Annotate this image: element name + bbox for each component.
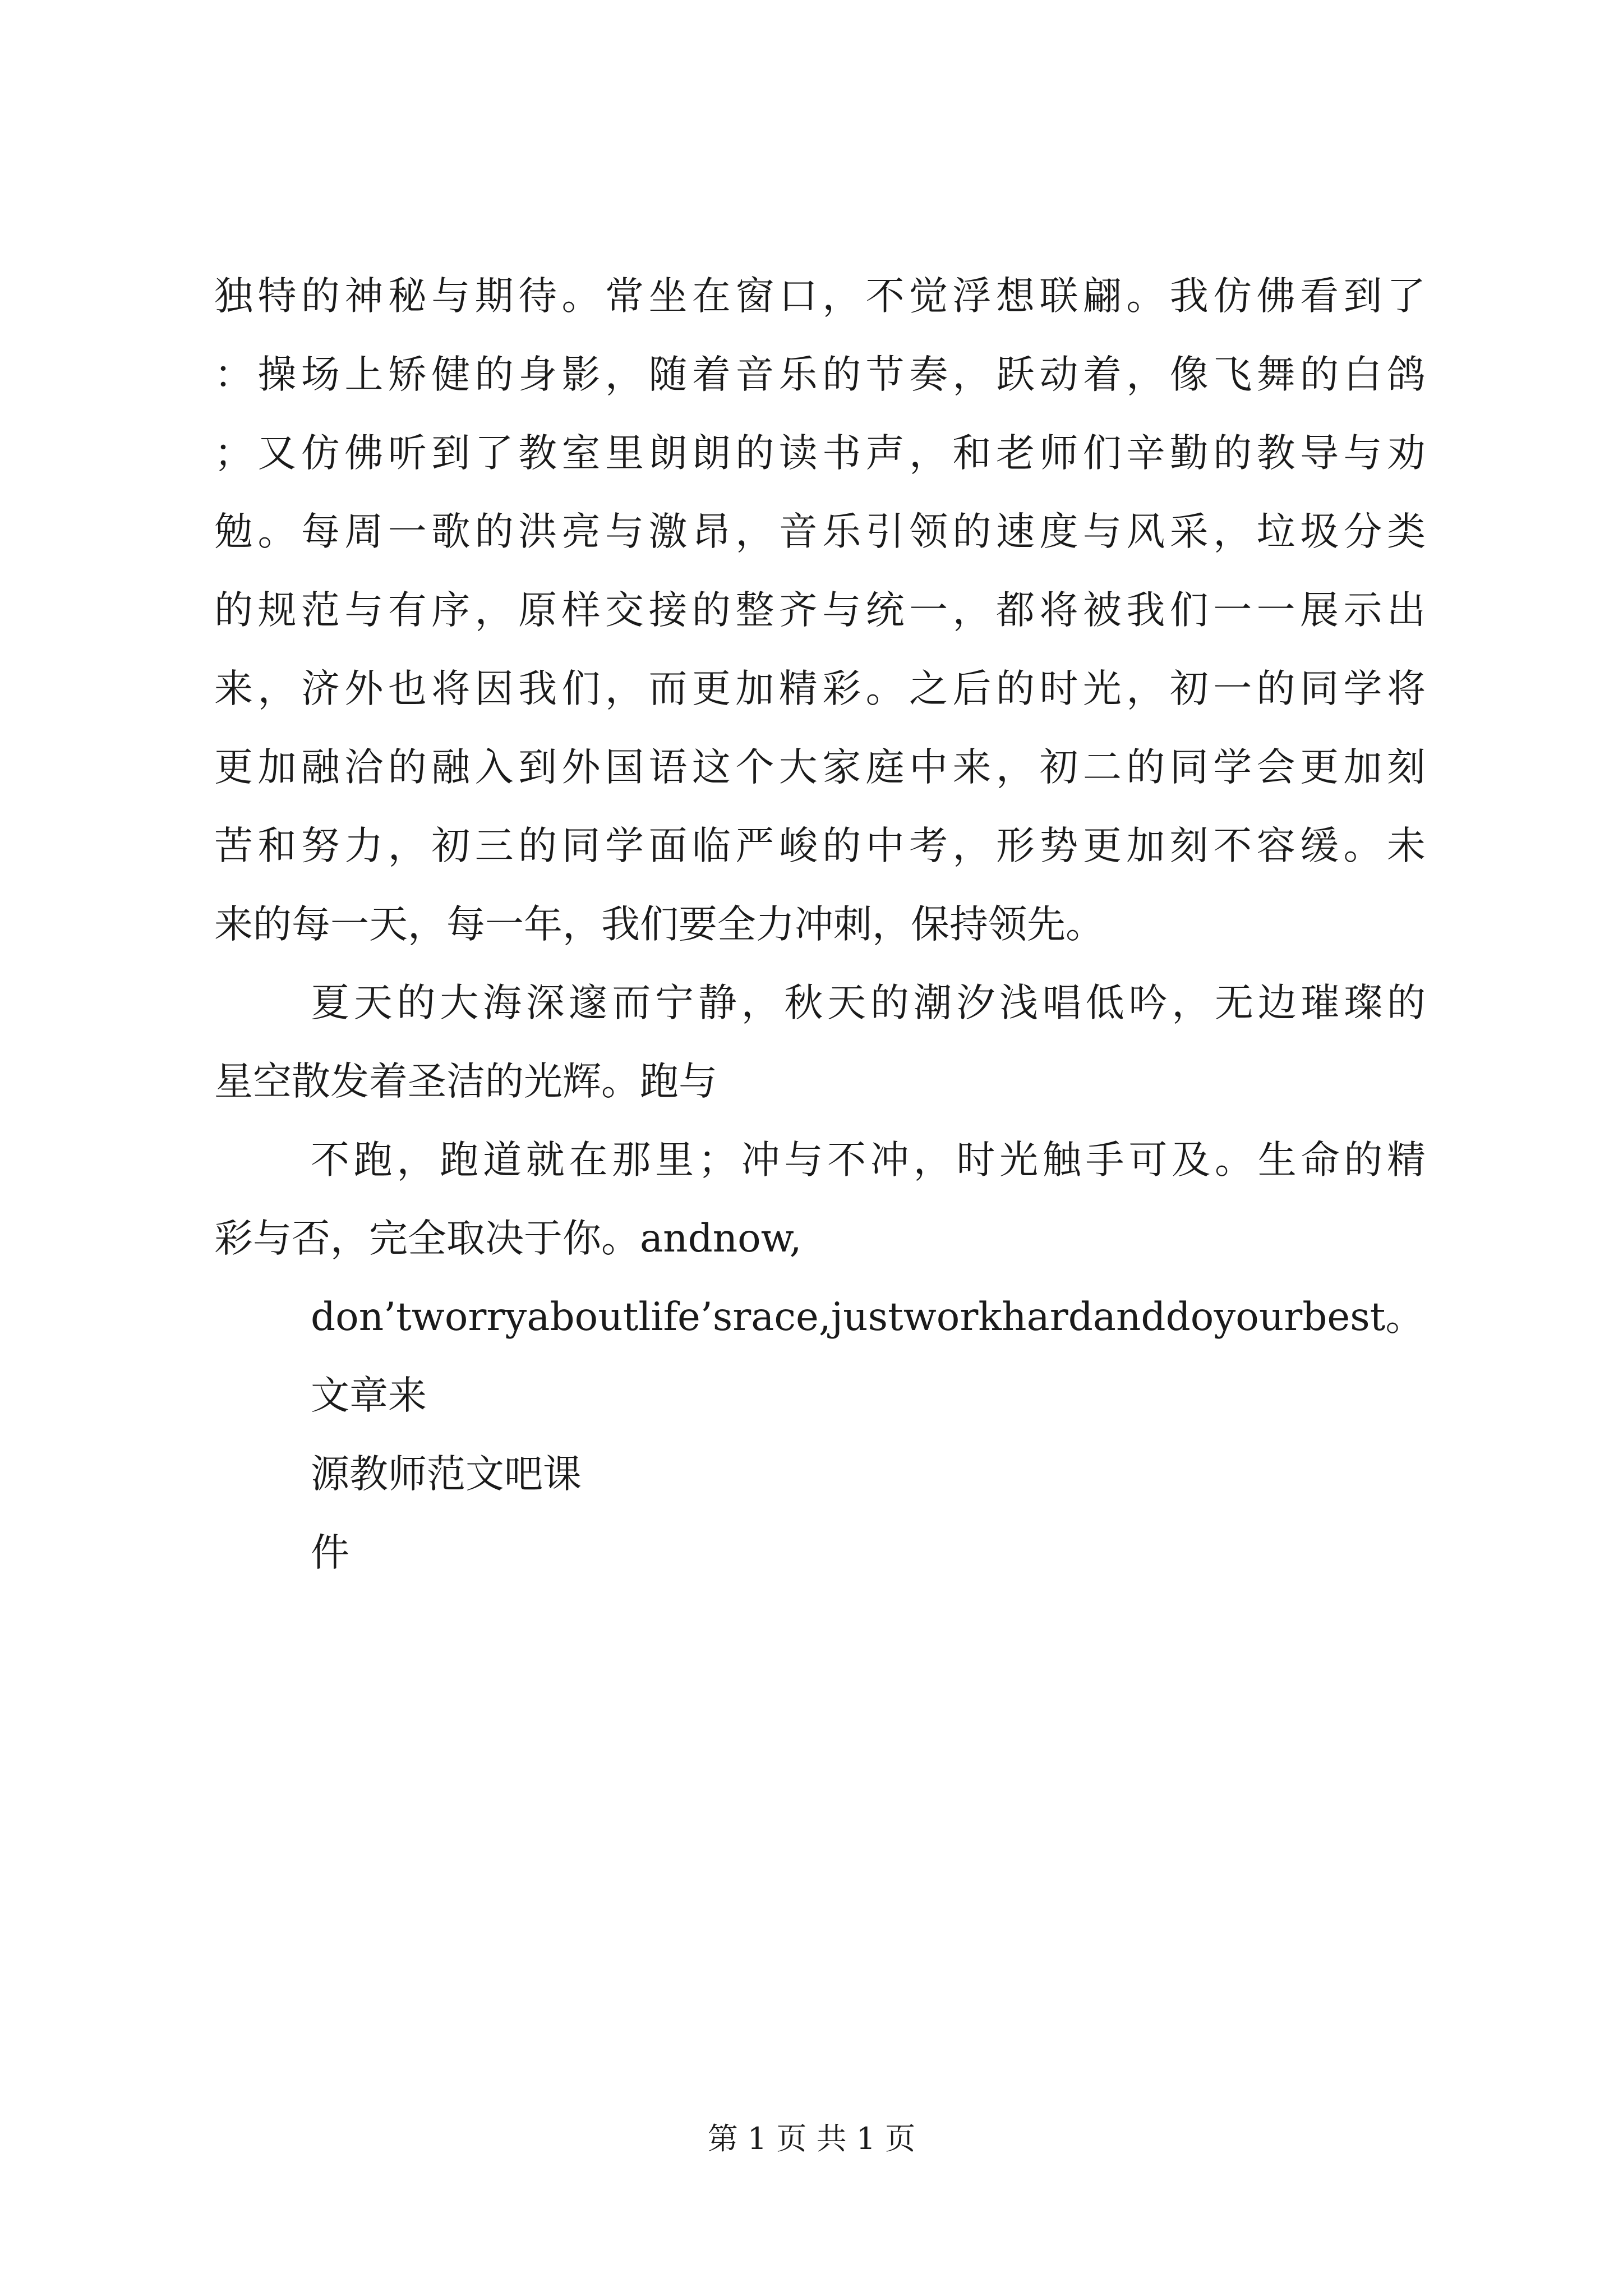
paragraph-1-line: 勉。每周一歌的洪亮与激昂，音乐引领的速度与风采，垃圾分类 bbox=[214, 509, 1426, 554]
paragraph-1-line: 苦和努力，初三的同学面临严峻的中考，形势更加刻不容缓。未 bbox=[214, 823, 1426, 868]
paragraph-1-line: 的规范与有序，原样交接的整齐与统一，都将被我们一一展示出 bbox=[214, 588, 1426, 633]
paragraph-1-line: 来，济外也将因我们，而更加精彩。之后的时光，初一的同学将 bbox=[214, 666, 1426, 711]
paragraph-4-line: don’tworryaboutlife’srace,justworkhardanddoyourbest。 bbox=[311, 1295, 1424, 1340]
paragraph-1-line: ：操场上矫健的身影，随着音乐的节奏，跃动着，像飞舞的白鸽 bbox=[214, 352, 1426, 397]
paragraph-7-line: 件 bbox=[311, 1530, 349, 1575]
paragraph-1-line: 来的每一天，每一年，我们要全力冲刺，保持领先。 bbox=[214, 902, 1104, 947]
paragraph-6-line: 源教师范文吧课 bbox=[311, 1452, 582, 1497]
paragraph-1-line: 独特的神秘与期待。常坐在窗口，不觉浮想联翩。我仿佛看到了 bbox=[214, 274, 1426, 319]
paragraph-3-line: 不跑，跑道就在那里；冲与不冲，时光触手可及。生命的精 bbox=[311, 1138, 1426, 1182]
paragraph-2-line: 星空散发着圣洁的光辉。跑与 bbox=[214, 1059, 717, 1104]
page-number-footer: 第 1 页 共 1 页 bbox=[707, 2121, 916, 2156]
paragraph-1-line: 更加融洽的融入到外国语这个大家庭中来，初二的同学会更加刻 bbox=[214, 745, 1426, 790]
paragraph-1-line: ；又仿佛听到了教室里朗朗的读书声，和老师们辛勤的教导与劝 bbox=[214, 431, 1426, 476]
paragraph-2-line: 夏天的大海深邃而宁静，秋天的潮汐浅唱低吟，无边璀璨的 bbox=[311, 981, 1426, 1025]
document-body bbox=[214, 257, 1426, 1592]
paragraph-5-line: 文章来 bbox=[311, 1373, 427, 1418]
paragraph-3-line: 彩与否，完全取决于你。andnow, bbox=[214, 1216, 802, 1261]
